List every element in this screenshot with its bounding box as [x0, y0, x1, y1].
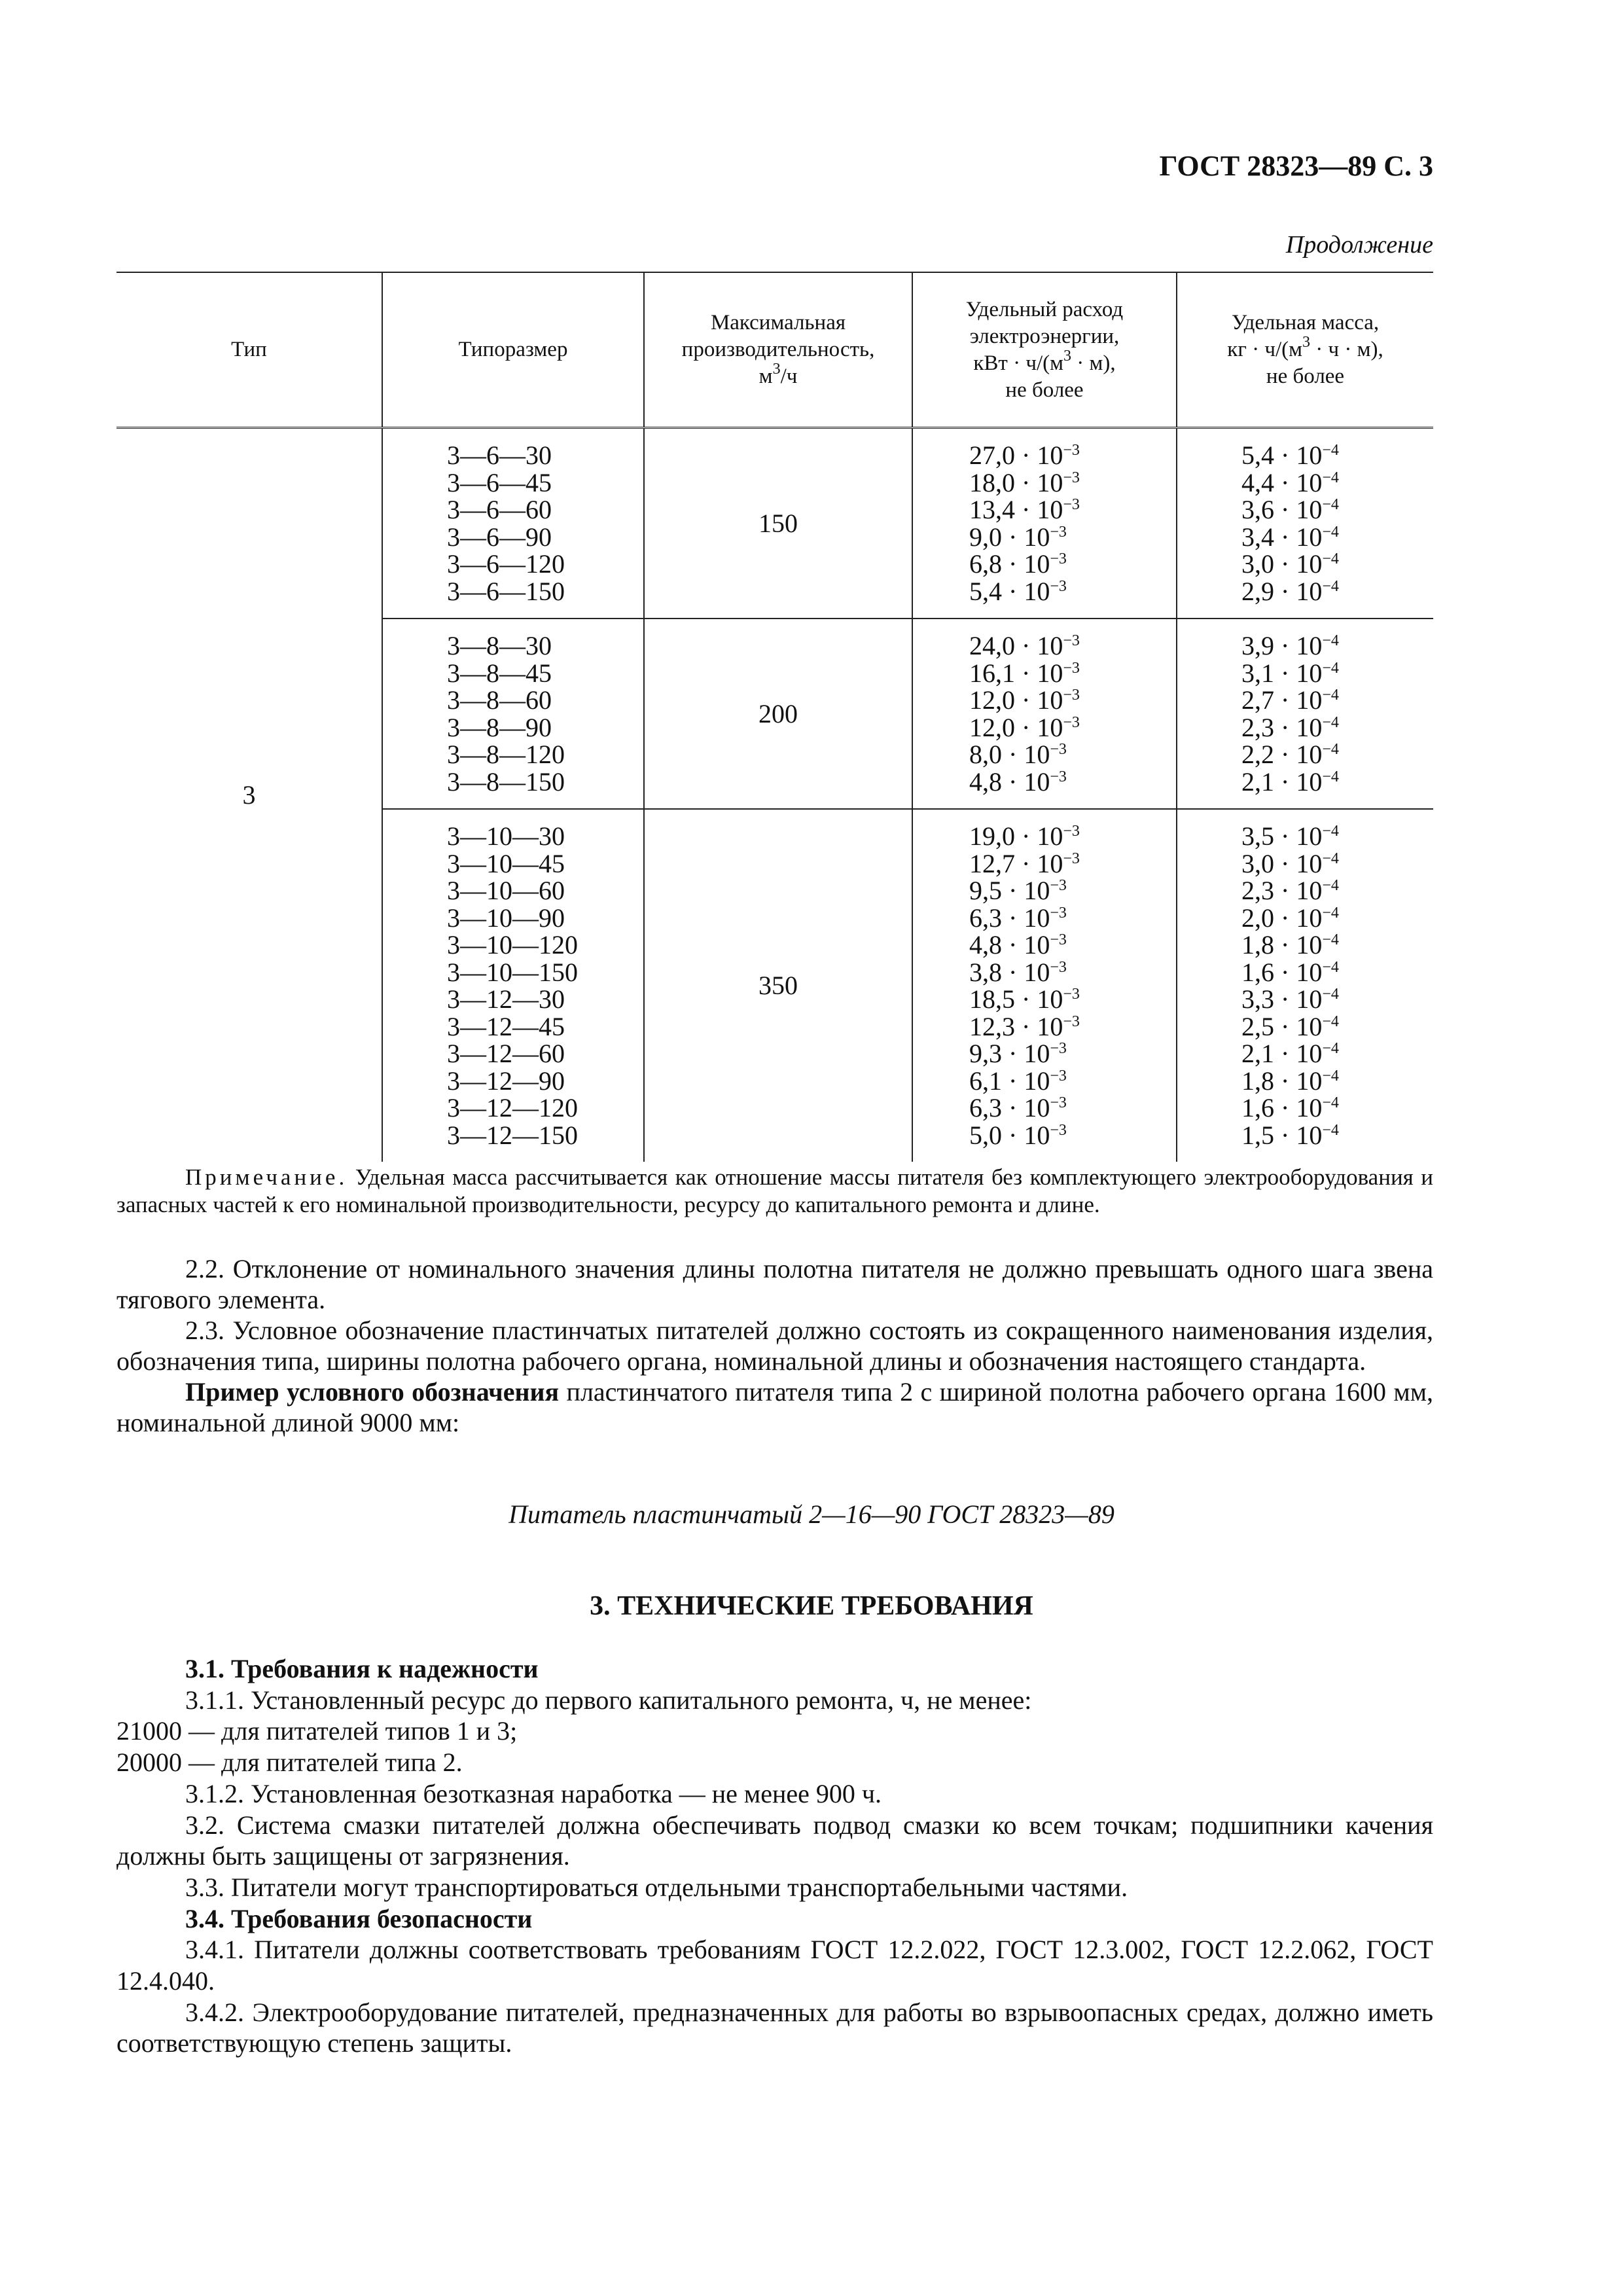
mass-value: [1241, 850, 1433, 878]
mass-value-mantissa: 3,6 · 10: [1241, 495, 1323, 524]
paragraph-2-3: 2.3. Условное обозначение пластинчатых питателей должно состоять из сокращенного наименования изделия, обозначения типа, ширины полотна рабочего органа, номинальной длины и обозначения настоящего стандарта.: [116, 1316, 1433, 1376]
power-value-mantissa: 12,0 · 10: [969, 712, 1063, 742]
power-value-exponent: −3: [1050, 577, 1067, 595]
size-value: 3—8—45: [447, 658, 552, 688]
power-value-exponent: −3: [1050, 1067, 1067, 1085]
type-cell: 3: [242, 780, 256, 810]
power-value: [969, 931, 1176, 959]
size-value: 3—8—30: [447, 631, 552, 660]
heading-3-1: [116, 1653, 1433, 1685]
mass-value-mantissa: 1,6 · 10: [1241, 1093, 1323, 1122]
size-cell: [382, 428, 644, 619]
mass-value-exponent: −4: [1322, 1094, 1339, 1111]
power-value: [969, 1040, 1176, 1067]
power-value: [969, 1094, 1176, 1122]
power-value: [969, 986, 1176, 1013]
page-header: ГОСТ 28323—89 С. 3: [1159, 150, 1433, 182]
power-value-exponent: −3: [1063, 687, 1080, 704]
paragraph-21000: 21000 — для питателей типов 1 и 3;: [116, 1716, 518, 1746]
table-body: [116, 428, 1433, 1162]
power-value: [969, 1067, 1176, 1095]
power-value: [969, 741, 1176, 768]
power-value-exponent: −3: [1050, 1094, 1067, 1111]
header-power: Удельный расход электроэнергии, кВт · $ч/(м^3 \cdot м)$, не более: [912, 272, 1177, 428]
section-3-title: 3. ТЕХНИЧЕСКИЕ ТРЕБОВАНИЯ: [590, 1591, 1033, 1621]
mass-value-mantissa: 2,1 · 10: [1241, 766, 1323, 797]
size-value: 3—12—120: [447, 1093, 578, 1122]
power-value-mantissa: 3,8 · 10: [969, 957, 1050, 987]
mass-value-exponent: −4: [1322, 850, 1339, 867]
power-value-mantissa: 12,0 · 10: [969, 685, 1063, 715]
mass-value-exponent: −4: [1322, 986, 1339, 1003]
size-value: 3—8—120: [447, 740, 565, 769]
paragraph-20000: 20000 — для питателей типа 2.: [116, 1748, 463, 1778]
note-label: Примечание.: [185, 1164, 348, 1190]
table-group-row: [116, 428, 1433, 619]
power-value-exponent: −3: [1063, 469, 1080, 486]
mass-value: [1241, 1013, 1433, 1041]
continuation-label: Продолжение: [1285, 231, 1433, 259]
table-note: [116, 1164, 1433, 1219]
power-value-exponent: −3: [1063, 442, 1080, 459]
mass-value: [1241, 442, 1433, 469]
power-value: [969, 496, 1176, 524]
power-value-mantissa: 5,4 · 10: [969, 576, 1050, 606]
mass-value: [1241, 1040, 1433, 1067]
mass-value-mantissa: 2,1 · 10: [1241, 1039, 1323, 1068]
mass-value: [1241, 741, 1433, 768]
power-value: [969, 578, 1176, 605]
capacity-cell: 350: [644, 809, 912, 1162]
mass-value-exponent: −4: [1322, 577, 1339, 595]
mass-value: [1241, 905, 1433, 932]
size-value: 3—6—150: [447, 576, 565, 606]
size-value: 3—10—30: [447, 821, 565, 851]
power-cell: [912, 428, 1177, 619]
mass-value-mantissa: 3,1 · 10: [1241, 658, 1323, 688]
power-value: [969, 632, 1176, 660]
power-value-exponent: −3: [1063, 496, 1080, 513]
header-capacity: Максимальная производительность, $м^3/ч$: [644, 272, 912, 428]
power-value: [969, 687, 1176, 714]
mass-value: [1241, 632, 1433, 660]
power-value-exponent: −3: [1050, 931, 1067, 948]
power-value-exponent: −3: [1050, 1040, 1067, 1057]
power-value-mantissa: 9,3 · 10: [969, 1039, 1050, 1068]
specification-table: [116, 272, 1433, 1162]
mass-value: [1241, 550, 1433, 578]
section-3-body: [116, 1653, 1433, 2059]
mass-value-exponent: −4: [1322, 687, 1339, 704]
size-value: 3—10—150: [447, 957, 578, 987]
power-value: [969, 442, 1176, 469]
mass-value: [1241, 823, 1433, 850]
power-value: [969, 959, 1176, 986]
power-value-mantissa: 13,4 · 10: [969, 495, 1063, 524]
power-value: [969, 714, 1176, 742]
mass-value-exponent: −4: [1322, 523, 1339, 541]
power-value-mantissa: 19,0 · 10: [969, 821, 1063, 851]
mass-value-exponent: −4: [1322, 741, 1339, 758]
size-value: 3—10—45: [447, 848, 565, 878]
power-value: [969, 768, 1176, 796]
power-value-mantissa: 12,3 · 10: [969, 1011, 1063, 1041]
power-value-exponent: −3: [1063, 1013, 1080, 1030]
mass-cell: [1177, 619, 1433, 809]
mass-value-exponent: −4: [1322, 550, 1339, 567]
mass-value-exponent: −4: [1322, 1121, 1339, 1139]
size-value: 3—6—60: [447, 495, 552, 524]
power-value-exponent: −3: [1063, 632, 1080, 649]
size-value: 3—10—120: [447, 930, 578, 960]
power-value-mantissa: 18,5 · 10: [969, 984, 1063, 1014]
paragraph-3-2: 3.2. Система смазки питателей должна обеспечивать подвод смазки ко всем точкам; подшипники качения должны быть защищены от загрязнения.: [116, 1810, 1433, 1871]
power-value-mantissa: 4,8 · 10: [969, 930, 1050, 960]
power-value-exponent: −3: [1063, 986, 1080, 1003]
paragraph-3-3: 3.3. Питатели могут транспортироваться отдельными транспортабельными частями.: [185, 1872, 1128, 1902]
heading-3-4-text: 3.4. Требования безопасности: [185, 1903, 533, 1933]
mass-value: [1241, 469, 1433, 497]
mass-value-mantissa: 2,5 · 10: [1241, 1011, 1323, 1041]
power-value-mantissa: 18,0 · 10: [969, 467, 1063, 497]
power-value-mantissa: 8,0 · 10: [969, 740, 1050, 769]
power-value-exponent: −3: [1063, 659, 1080, 677]
size-value: 3—6—120: [447, 549, 565, 579]
mass-value-mantissa: 2,7 · 10: [1241, 685, 1323, 715]
power-value: [969, 905, 1176, 932]
section-2-continued: [116, 1253, 1433, 1438]
mass-value-mantissa: 5,4 · 10: [1241, 440, 1323, 470]
mass-value: [1241, 714, 1433, 742]
mass-value-mantissa: 1,8 · 10: [1241, 1066, 1323, 1096]
power-value: [969, 823, 1176, 850]
mass-value-exponent: −4: [1322, 904, 1339, 922]
size-value: 3—12—90: [447, 1066, 565, 1096]
power-value-exponent: −3: [1063, 713, 1080, 731]
mass-value-mantissa: 2,2 · 10: [1241, 740, 1323, 769]
size-value: 3—10—60: [447, 876, 565, 905]
capacity-cell: 200: [644, 619, 912, 809]
power-value: [969, 1122, 1176, 1149]
mass-value-exponent: −4: [1322, 469, 1339, 486]
header-type: Тип: [116, 272, 382, 428]
mass-value-mantissa: 2,9 · 10: [1241, 576, 1323, 606]
mass-cell: [1177, 809, 1433, 1162]
table-header-row: [116, 272, 1433, 428]
power-value-mantissa: 12,7 · 10: [969, 848, 1063, 878]
size-value: 3—6—90: [447, 522, 552, 552]
mass-value-mantissa: 3,9 · 10: [1241, 631, 1323, 660]
size-value: 3—12—150: [447, 1120, 578, 1150]
mass-cell: [1177, 428, 1433, 619]
mass-value-mantissa: 3,3 · 10: [1241, 984, 1323, 1014]
heading-3-1-text: 3.1. Требования к надежности: [185, 1654, 539, 1683]
power-value-exponent: −3: [1050, 1121, 1067, 1139]
power-cell: [912, 619, 1177, 809]
size-value: 3—8—90: [447, 712, 552, 742]
power-value-exponent: −3: [1063, 850, 1080, 867]
mass-value: [1241, 1067, 1433, 1095]
power-value-mantissa: 6,3 · 10: [969, 903, 1050, 933]
power-value-exponent: −3: [1050, 523, 1067, 541]
heading-3-4: [116, 1903, 1433, 1935]
power-value-mantissa: 16,1 · 10: [969, 658, 1063, 688]
power-value: [969, 469, 1176, 497]
mass-value-exponent: −4: [1322, 713, 1339, 731]
power-value-mantissa: 24,0 · 10: [969, 631, 1063, 660]
power-value: [969, 524, 1176, 551]
mass-value: [1241, 578, 1433, 605]
power-value-mantissa: 6,1 · 10: [969, 1066, 1050, 1096]
size-cell: [382, 809, 644, 1162]
header-size: Типоразмер: [382, 272, 644, 428]
paragraph-3-4-2: 3.4.2. Электрооборудование питателей, предназначенных для работы во взрывоопасных средах, должно иметь соответствующую степень защиты.: [116, 1997, 1433, 2058]
mass-value-exponent: −4: [1322, 442, 1339, 459]
mass-value-mantissa: 1,8 · 10: [1241, 930, 1323, 960]
power-value-exponent: −3: [1050, 741, 1067, 758]
mass-value-mantissa: 2,3 · 10: [1241, 876, 1323, 905]
power-value-exponent: −3: [1050, 904, 1067, 922]
power-value: [969, 850, 1176, 878]
mass-value-mantissa: 3,0 · 10: [1241, 549, 1323, 579]
power-value: [969, 660, 1176, 687]
size-value: 3—12—60: [447, 1039, 565, 1068]
mass-value: [1241, 1122, 1433, 1149]
mass-value-exponent: −4: [1322, 823, 1339, 840]
mass-value: [1241, 496, 1433, 524]
mass-value: [1241, 959, 1433, 986]
size-value: 3—12—45: [447, 1011, 565, 1041]
mass-value-mantissa: 3,0 · 10: [1241, 848, 1323, 878]
mass-value-exponent: −4: [1322, 931, 1339, 948]
mass-value-mantissa: 2,0 · 10: [1241, 903, 1323, 933]
mass-value: [1241, 931, 1433, 959]
note-text: Удельная масса рассчитывается как отношение массы питателя без комплектующего электрооборудования и запасных частей к его номинальной производительности, ресурсу до капитального ремонта и длине.: [116, 1164, 1433, 1217]
example-label: Пример условного обозначения: [185, 1377, 560, 1407]
mass-value: [1241, 877, 1433, 905]
power-value-mantissa: 4,8 · 10: [969, 766, 1050, 797]
capacity-cell: 150: [644, 428, 912, 619]
mass-value-mantissa: 1,5 · 10: [1241, 1120, 1323, 1150]
size-value: 3—8—150: [447, 766, 565, 797]
mass-value: [1241, 986, 1433, 1013]
size-value: 3—10—90: [447, 903, 565, 933]
power-value-mantissa: 6,3 · 10: [969, 1093, 1050, 1122]
power-cell: [912, 809, 1177, 1162]
mass-value-mantissa: 3,4 · 10: [1241, 522, 1323, 552]
example-text: пластинчатого питателя типа 2 с шириной полотна рабочего органа 1600 мм, номинальной длиной 9000 мм:: [116, 1377, 1434, 1437]
power-value: [969, 550, 1176, 578]
paragraph-3-1-1: 3.1.1. Установленный ресурс до первого капитального ремонта, ч, не менее:: [185, 1685, 1032, 1715]
mass-value: [1241, 660, 1433, 687]
paragraph-3-4-1: 3.4.1. Питатели должны соответствовать требованиям ГОСТ 12.2.022, ГОСТ 12.3.002, ГОСТ 12.2.062, ГОСТ 12.4.040.: [116, 1935, 1433, 1996]
size-value: 3—12—30: [447, 984, 565, 1014]
power-value-exponent: −3: [1063, 823, 1080, 840]
paragraph-3-1-2: 3.1.2. Установленная безотказная наработка — не менее 900 ч.: [185, 1778, 882, 1808]
mass-value-exponent: −4: [1322, 632, 1339, 649]
power-value-mantissa: 9,0 · 10: [969, 522, 1050, 552]
power-value: [969, 1013, 1176, 1041]
mass-value-exponent: −4: [1322, 1067, 1339, 1085]
mass-value-exponent: −4: [1322, 1040, 1339, 1057]
mass-value-exponent: −4: [1322, 659, 1339, 677]
mass-value-mantissa: 1,6 · 10: [1241, 957, 1323, 987]
example-designation: Питатель пластинчатый 2—16—90 ГОСТ 28323—89: [508, 1499, 1115, 1529]
mass-value: [1241, 768, 1433, 796]
paragraph-example: [116, 1376, 1433, 1438]
specification-table-container: [116, 272, 1433, 1162]
header-mass: Удельная масса, кг · $ч/(м^3 \cdot ч \cdot м)$, не более: [1177, 272, 1433, 428]
size-value: 3—6—45: [447, 467, 552, 497]
mass-value-mantissa: 2,3 · 10: [1241, 712, 1323, 742]
size-cell: [382, 619, 644, 809]
power-value-exponent: −3: [1050, 958, 1067, 976]
mass-value-exponent: −4: [1322, 496, 1339, 513]
power-value-mantissa: 27,0 · 10: [969, 440, 1063, 470]
mass-value: [1241, 524, 1433, 551]
power-value-exponent: −3: [1050, 550, 1067, 567]
mass-value-mantissa: 4,4 · 10: [1241, 467, 1323, 497]
size-value: 3—6—30: [447, 440, 552, 470]
power-value-exponent: −3: [1050, 877, 1067, 894]
mass-value-exponent: −4: [1322, 768, 1339, 785]
mass-value: [1241, 687, 1433, 714]
mass-value-exponent: −4: [1322, 877, 1339, 894]
power-value-mantissa: 5,0 · 10: [969, 1120, 1050, 1150]
power-value-mantissa: 9,5 · 10: [969, 876, 1050, 905]
size-value: 3—8—60: [447, 685, 552, 715]
power-value-exponent: −3: [1050, 768, 1067, 785]
paragraph-2-2: 2.2. Отклонение от номинального значения длины полотна питателя не должно превышать одного шага звена тягового элемента.: [116, 1254, 1433, 1314]
mass-value: [1241, 1094, 1433, 1122]
power-value-mantissa: 6,8 · 10: [969, 549, 1050, 579]
mass-value-exponent: −4: [1322, 958, 1339, 976]
mass-value-mantissa: 3,5 · 10: [1241, 821, 1323, 851]
power-value: [969, 877, 1176, 905]
mass-value-exponent: −4: [1322, 1013, 1339, 1030]
